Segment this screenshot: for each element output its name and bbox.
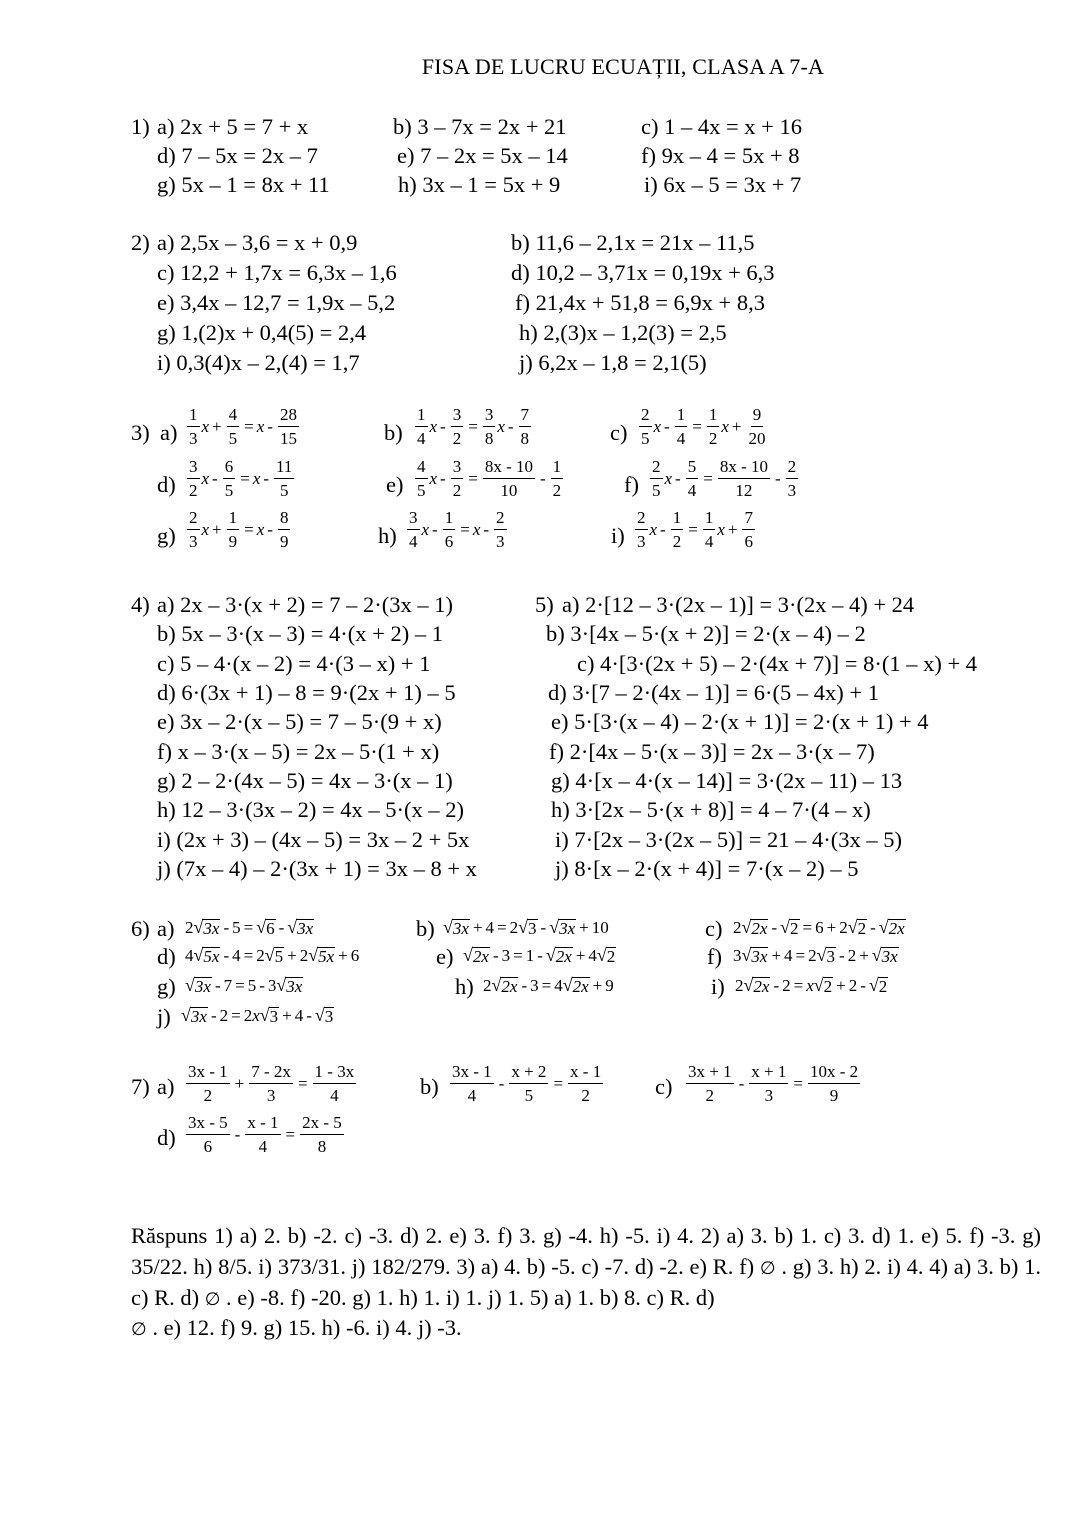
ex6-label-j: j) [157,1004,171,1029]
empty-set-icon: ∅ [759,1257,776,1278]
ex6-c: 2 √ 2x - √ 2 = 6 + 2 √ 2 - √ 2x [733,917,905,938]
answers-paragraph: Răspuns 1) a) 2. b) -2. c) -3. d) 2. e) 3. f) 3. g) -4. h) -5. i) 4. 2) a) 3. b) 1. c) 3. d) 1. e) 5. f) -3. g) 35/22. h) 8/5. i) 373/31. j) 182/279. 3) a) 4. b) -5. c) -7. d) -2. e) R. f) ∅ . g) 3. h) 2. i) 4. 4) a) 3. b) 1. c) R. d) ∅ . e) -8. f) -20. g) 1. h) 1. i) 1. j) 1. 5) a) 1. b) 8. c) R. d) ∅ . e) 12. f) 9. g) 15. h) -6. i) 4. j) -3. [131,1223,1042,1341]
ex3-d: 3 2 x - $\frac{6}{5}$ = x - 11 5 [189,457,293,500]
ex6-b: √ 3x + 4 = 2 √ 3 - √ 3x + 10 [443,917,609,938]
ex3-label-b: b) [384,420,403,445]
ex5-d: d) 3·[7 – 2·(4x – 1)] = 6·(5 – 4x) + 1 [548,680,879,705]
ex2-a: a) 2,5x – 3,6 = x + 0,9 [157,230,358,255]
ex1-number: 1) [131,114,150,139]
ex1-c: c) 1 – 4x = x + 16 [641,114,802,139]
ex6-g: √ 3x - 7 = 5 - 3 √ 3x [185,975,303,996]
ex2-c: c) 12,2 + 1,7x = 6,3x – 1,6 [157,260,397,285]
empty-set-icon: ∅ [204,1288,221,1309]
ex3-a: 1 3 x + $\frac{4}{5}$ = x - 28 15 [189,405,297,448]
ex7-a: 3x - 1 2 + $\frac{7 - 2x}{3}$ = $\frac{1 - 3x}{4}$ [188,1062,355,1105]
ex7-label-a: a) [157,1074,175,1099]
ex1-f: f) 9x – 4 = 5x + 8 [641,143,800,168]
ex3-number: 3) [131,420,150,445]
ex3-label-i: i) [611,523,625,548]
ex4-i: i) (2x + 3) – (4x – 5) = 3x – 2 + 5x [157,827,470,852]
ex6-label-b: b) [416,916,435,941]
ex2-g: g) 1,(2)x + 0,4(5) = 2,4 [157,320,367,345]
ex6-e: √ 2x - 3 = 1 - √ 2x + 4 √ 2 [463,945,616,966]
ex6-label-h: h) [455,974,474,999]
ex5-b: b) 3·[4x – 5·(x + 2)] = 2·(x – 4) – 2 [546,621,866,646]
ex5-c: c) 4·[3·(2x + 5) – 2·(4x + 7)] = 8·(1 – x) + 4 [577,651,978,676]
ex6-label-a: a) [157,916,175,941]
ex4-j: j) (7x – 4) – 2·(3x + 1) = 3x – 8 + x [157,856,477,881]
ex4-number: 4) [131,592,150,617]
ex3-h: 3 4 x - $\frac{1}{6}$ = x - 2 3 [409,508,505,551]
ex6-label-d: d) [157,944,176,969]
ex3-label-g: g) [157,523,176,548]
ex4-e: e) 3x – 2·(x – 5) = 7 – 5·(9 + x) [157,709,442,734]
ex7-c: 3x + 1 2 - $\frac{x + 1}{3}$ = $\frac{10x - 2}{9}$ [688,1062,859,1105]
ex2-j: j) 6,2x – 1,8 = 2,1(5) [519,350,707,375]
ex3-label-f: f) [624,472,639,497]
ex6-f: 3 √ 3x + 4 = 2 √ 3 - 2 + √ 3x [733,945,898,966]
ex4-f: f) x – 3·(x – 5) = 2x – 5·(1 + x) [157,739,440,764]
ex2-h: h) 2,(3)x – 1,2(3) = 2,5 [519,320,727,345]
ex5-i: i) 7·[2x – 3·(2x – 5)] = 21 – 4·(3x – 5) [555,827,902,852]
ex3-c: 2 5 x - $\frac{1}{4}$ = $\frac{1}{2}$ x + $\frac{9}{20}$ [641,405,766,448]
ex2-d: d) 10,2 – 3,71x = 0,19x + 6,3 [511,260,775,285]
ex6-number: 6) [131,916,150,941]
ex7-b: 3x - 1 4 - $\frac{x + 2}{5}$ = $\frac{x - 1}{2}$ [452,1062,602,1105]
empty-set-icon: ∅ [131,1319,147,1340]
ex6-label-i: i) [711,974,725,999]
ex7-d: 3x - 5 6 - $\frac{x - 1}{4}$ = $\frac{2x - 5}{8}$ [188,1113,342,1156]
ex1-i: i) 6x – 5 = 3x + 7 [644,172,802,197]
ex1-g: g) 5x – 1 = 8x + 11 [157,172,330,197]
ex4-c: c) 5 – 4·(x – 2) = 4·(3 – x) + 1 [157,651,431,676]
ex2-i: i) 0,3(4)x – 2,(4) = 1,7 [157,350,360,375]
ex3-label-a: a) [160,420,178,445]
ex3-e: 4 5 x - $\frac{3}{2}$ = $\frac{8x - 10}{10}$ - 1 2 [417,457,562,500]
ex1-d: d) 7 – 5x = 2x – 7 [157,143,318,168]
ex6-label-f: f) [707,944,722,969]
ex3-label-e: e) [386,472,404,497]
ex7-label-c: c) [655,1074,673,1099]
ex1-h: h) 3x – 1 = 5x + 9 [398,172,561,197]
ex3-g: 2 3 x + $\frac{1}{9}$ = x - 8 9 [189,508,289,551]
ex1-b: b) 3 – 7x = 2x + 21 [393,114,567,139]
ex6-a: 2 √ 3x - 5 = √ 6 - √ 3x [185,917,314,938]
ex6-label-c: c) [705,916,723,941]
page-title: FISA DE LUCRU ECUAȚII, CLASA A 7-A [421,54,825,79]
ex5-f: f) 2·[4x – 5·(x – 3)] = 2x – 3·(x – 7) [549,739,875,764]
ex7-label-d: d) [157,1125,176,1150]
ex4-h: h) 12 – 3·(3x – 2) = 4x – 5·(x – 2) [157,797,465,822]
ex7-label-b: b) [420,1074,439,1099]
ex2-b: b) 11,6 – 2,1x = 21x – 11,5 [511,230,755,255]
ex5-e: e) 5·[3·(x – 4) – 2·(x + 1)] = 2·(x + 1) + 4 [551,709,929,734]
ex3-label-d: d) [157,472,176,497]
ex3-i: 2 3 x - $\frac{1}{2}$ = $\frac{1}{4}$ x + $\frac{7}{6}$ [637,508,753,551]
ex6-h: 2 √ 2x - 3 = 4 √ 2x + 9 [483,975,614,996]
ex5-a: a) 2·[12 – 3·(2x – 1)] = 3·(2x – 4) + 24 [562,592,915,617]
ex7-number: 7) [131,1074,150,1099]
ex3-f: 2 5 x - $\frac{5}{4}$ = $\frac{8x - 10}{12}$ - 2 3 [652,457,797,500]
ex1-a: a) 2x + 5 = 7 + x [157,114,309,139]
ex5-g: g) 4·[x – 4·(x – 14)] = 3·(2x – 11) – 13 [551,768,903,793]
ex6-i: 2 √ 2x - 2 = x √ 2 + 2 - √ 2 [735,975,888,996]
ex3-b: 1 4 x - $\frac{3}{2}$ = $\frac{3}{8}$ x - 7 8 [417,405,530,448]
ex5-number: 5) [535,592,554,617]
ex4-d: d) 6·(3x + 1) – 8 = 9·(2x + 1) – 5 [157,680,456,705]
ex4-a: a) 2x – 3·(x + 2) = 7 – 2·(3x – 1) [157,592,453,617]
ex4-b: b) 5x – 3·(x – 3) = 4·(x + 2) – 1 [157,621,443,646]
ex6-d: 4 √ 5x - 4 = 2 √ 5 + 2 √ 5x + 6 [185,945,360,966]
ex5-j: j) 8·[x – 2·(x + 4)] = 7·(x – 2) – 5 [555,856,859,881]
ex2-e: e) 3,4x – 12,7 = 1,9x – 5,2 [157,290,396,315]
ex6-label-g: g) [157,974,176,999]
ex2-number: 2) [131,230,150,255]
ex6-j: √ 3x - 2 = 2 x √ 3 + 4 - √ 3 [181,1005,334,1026]
ex2-f: f) 21,4x + 51,8 = 6,9x + 8,3 [515,290,765,315]
ex5-h: h) 3·[2x – 5·(x + 8)] = 4 – 7·(4 – x) [551,797,871,822]
ex4-g: g) 2 – 2·(4x – 5) = 4x – 3·(x – 1) [157,768,453,793]
ex1-e: e) 7 – 2x = 5x – 14 [397,143,568,168]
ex6-label-e: e) [436,944,454,969]
ex3-label-c: c) [610,420,628,445]
ex3-label-h: h) [378,523,397,548]
